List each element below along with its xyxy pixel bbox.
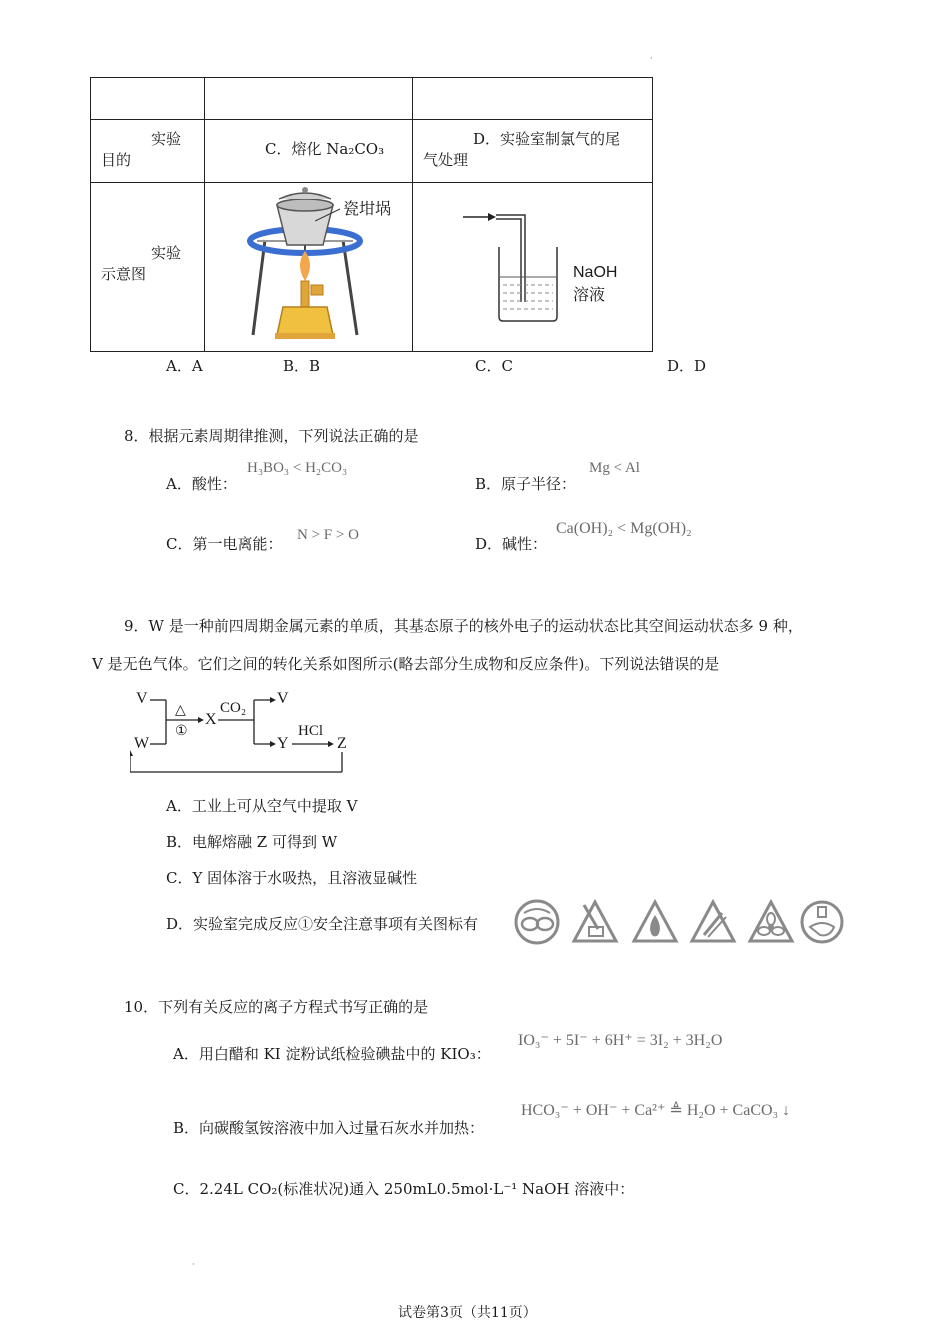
q9-option-d: D．实验室完成反应①安全注意事项有关图标有 [166,915,479,933]
species-z: Z [337,735,347,752]
heat-symbol: △ [175,703,186,718]
table-empty-cell [205,78,413,120]
page-footer: 试卷第3页（共11页） [398,1305,537,1321]
q10-option-b-formula: HCO₃⁻ + OH⁻ + Ca²⁺ ≜ H₂O + CaCO₃ ↓ [521,1102,791,1119]
cell-naoh-diagram [413,183,653,352]
q10-option-a: A．用白醋和 KI 淀粉试纸检验碘盐中的 KIO₃： [173,1045,491,1063]
goggles-icon [516,901,558,943]
q7-option-d: D．D [667,357,707,375]
table-empty-cell [413,78,653,120]
cell-option-c [205,120,413,183]
q8-option-b: B．原子半径： [475,475,577,493]
q9-stem: V 是无色气体。它们之间的转化关系如图所示(略去部分生成物和反应条件)。下列说法错误的是 [92,655,720,673]
conversion-diagram [130,688,360,778]
species-v-product: V [277,690,289,707]
naoh-label: NaOH [573,264,618,281]
safety-icon-strip [514,899,844,945]
q8-option-c-formula: N > F > O [297,527,359,543]
option-c-text: C．熔化 Na₂CO₃ [265,140,385,158]
q8-option-a: A．酸性： [166,475,237,493]
q8-option-a-formula: H₃BO₃ < H₂CO₃ [247,460,348,476]
naoh-label: 溶液 [573,285,606,304]
species-x: X [205,711,217,728]
q9-option-b: B．电解熔融 Z 可得到 W [166,833,338,851]
row-diagram-label: 实验 [151,244,182,262]
q10-option-b: B．向碳酸氢铵溶液中加入过量石灰水并加热： [173,1119,485,1137]
step-one-marker: ① [175,724,188,739]
electric-icon [692,902,734,941]
q8-option-d: D．碱性： [475,535,548,553]
q10-option-a-formula: IO₃⁻ + 5I⁻ + 6H⁺ = 3I₂ + 3H₂O [518,1032,723,1049]
table-empty-cell [91,78,205,120]
species-v: V [136,690,148,707]
q8-option-d-formula: Ca(OH)₂ < Mg(OH)₂ [556,520,692,537]
q8-stem: 8．根据元素周期律推测，下列说法正确的是 [124,427,419,445]
q8-option-b-formula: Mg < Al [589,460,640,476]
crucible-label: 瓷坩埚 [343,199,392,218]
ventilation-icon [750,902,792,941]
cell-option-d [413,120,653,183]
species-w: W [134,735,150,752]
page-mark-top: · [650,54,653,63]
reagent-hcl: HCl [298,723,324,739]
row-purpose-label: 实验 [151,130,182,148]
q7-option-c: C．C [475,357,513,375]
species-y: Y [277,735,289,752]
q9-stem: 9．W 是一种前四周期金属元素的单质，其基态原子的核外电子的运动状态比其空间运动状态多 9 种， [124,617,803,635]
q7-option-a: A．A [166,357,203,375]
option-d-text: 气处理 [423,151,469,169]
q10-option-c: C．2.24L CO₂(标准状况)通入 250mL0.5mol·L⁻¹ NaOH 溶液中： [173,1180,635,1198]
row-purpose-label: 目的 [101,151,132,169]
experiment-table [90,77,653,352]
reagent-co2: CO₂ [220,700,247,716]
row-purpose-header [91,120,205,183]
row-diagram-header [91,183,205,352]
option-d-text: D．实验室制氯气的尾 [473,130,621,148]
q9-option-c: C．Y 固体溶于水吸热，且溶液显碱性 [166,869,418,887]
safety-icons [514,899,844,949]
q8-option-c: C．第一电离能： [166,535,283,553]
q9-option-a: A．工业上可从空气中提取 V [166,797,358,815]
sharp-object-icon [574,902,616,941]
fire-icon [634,902,676,941]
cell-crucible-diagram [205,183,413,352]
page-mark-bottom: · [192,1260,195,1269]
row-diagram-label: 示意图 [101,265,147,283]
q10-stem: 10．下列有关反应的离子方程式书写正确的是 [124,998,429,1016]
wash-hands-icon [802,902,842,942]
q7-option-b: B．B [283,357,321,375]
